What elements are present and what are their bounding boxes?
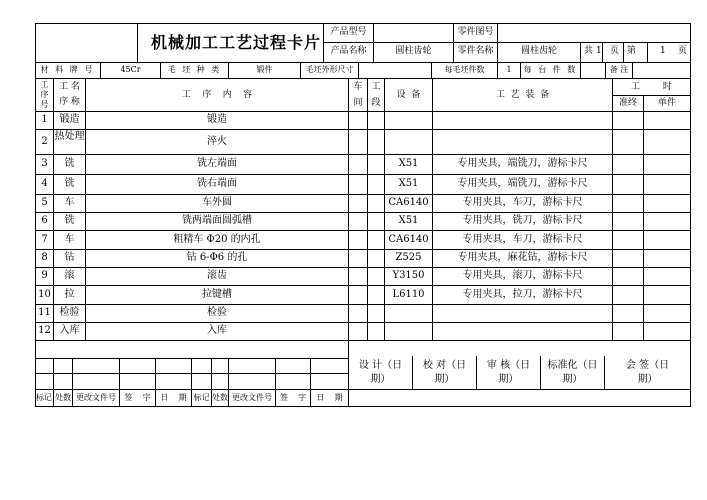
review-label-2: 期） [498,374,519,385]
op-no: 7 [41,234,48,245]
op-no: 6 [41,215,48,226]
per-blank-value: 1 [506,65,512,74]
material-grade-value: 45Cr [120,65,141,74]
op-equipment: X51 [398,215,419,226]
page-unit-2: 页 [678,46,688,56]
op-no: 12 [38,325,51,336]
countersign-label: 会 签（日 [625,360,670,371]
op-no: 9 [41,270,48,281]
op-content: 铣两端面圆弧槽 [182,215,252,226]
product-name-label: 产品名称 [330,46,367,56]
op-tooling: 专用夹具，铣刀，游标卡尺 [462,215,583,226]
rev-count: 处数 [212,393,228,402]
op-tooling: 专用夹具，端铣刀，游标卡尺 [457,158,588,169]
part-name-label: 零件名称 [457,46,494,56]
total-label: 共 [584,46,594,56]
col-name-1: 工 名 [59,82,80,92]
product-model-label: 产品型号 [330,27,367,37]
rev-count: 处数 [55,393,71,402]
rev-date: 日 期 [160,393,187,402]
op-content: 淬火 [207,136,227,147]
col-seq-3: 号 [40,100,49,109]
op-equipment: X51 [398,178,419,189]
per-unit-label: 每 台 件 数 [523,65,578,74]
op-equipment: X51 [398,158,419,169]
remark-label: 备 注 [609,65,629,74]
check-label: 校 对（日 [422,360,467,371]
op-name: 拉 [64,289,75,300]
op-content: 锻造 [207,114,227,125]
rev-doc-no: 更改文件号 [76,393,116,402]
op-content: 铣右端面 [197,178,237,189]
col-workshop-2: 间 [353,98,363,108]
per-blank-label: 每毛坯件数 [444,65,485,74]
check-label-2: 期） [434,374,455,385]
op-content: 铣左端面 [197,158,237,169]
page-no: 1 [660,46,666,56]
op-equipment: CA6140 [388,197,429,208]
page-label: 第 [627,46,637,56]
rev-doc-no: 更改文件号 [232,393,272,402]
review-label: 审 核（日 [486,360,531,371]
op-name: 入库 [59,325,80,336]
op-name: 滚 [64,270,75,281]
op-no: 5 [41,197,48,208]
op-tooling: 专用夹具，滚刀，游标卡尺 [462,270,583,281]
blank-type-label: 毛 坯 种 类 [167,65,222,74]
part-name-value: 圆柱齿轮 [520,46,557,56]
op-content: 粗精车 Φ20 的内孔 [173,234,261,245]
op-name: 检验 [59,307,80,318]
op-no: 8 [41,252,48,263]
rev-mark: 标记 [36,393,52,402]
op-content: 检验 [207,307,227,318]
op-name: 车 [64,234,75,245]
op-no: 3 [41,158,48,169]
col-seq-2: 序 [40,90,49,99]
col-time-unit: 单件 [657,98,676,108]
card-title: 机械加工工艺过程卡片 [151,33,322,52]
op-content: 钻 6-Φ6 的孔 [186,252,248,263]
col-tooling: 工 艺 装 备 [495,90,550,100]
op-no: 2 [41,136,48,147]
material-grade-label: 材 料 牌 号 [40,65,95,74]
op-name: 铣 [64,178,75,189]
standardization-label-2: 期） [562,374,583,385]
col-name-2: 序 称 [59,97,80,107]
design-label-2: 期） [370,374,391,385]
col-equipment: 设 备 [396,90,421,100]
page-unit-1: 页 [610,46,620,56]
op-name: 车 [64,197,75,208]
op-name: 热处理 [54,131,85,142]
op-name: 锻造 [59,114,80,125]
blank-size-label: 毛坯外形尺寸 [305,65,354,74]
op-tooling: 专用夹具，车刀，游标卡尺 [462,197,583,208]
rev-date: 日 期 [316,393,343,402]
op-no: 11 [38,307,51,318]
op-content: 车外圆 [202,197,232,208]
total-pages: 1 [596,46,602,56]
col-content: 工 序 内 容 [181,90,253,100]
op-tooling: 专用夹具，麻花钻，游标卡尺 [457,252,588,263]
col-time-quota: 准终 [618,98,637,108]
op-no: 4 [41,178,48,189]
op-tooling: 专用夹具，端铣刀，游标卡尺 [457,178,588,189]
op-equipment: CA6140 [388,234,429,245]
countersign-label-2: 期） [637,374,658,385]
rev-signature: 签 字 [279,393,307,402]
op-tooling: 专用夹具，拉刀，游标卡尺 [462,289,583,300]
rev-signature: 签 字 [124,393,151,402]
op-content: 拉键槽 [202,289,232,300]
op-no: 1 [41,114,48,125]
op-no: 10 [38,289,51,300]
op-content: 滚齿 [207,270,227,281]
rev-mark: 标记 [193,393,210,402]
standardization-label: 标准化（日 [547,360,598,371]
product-name-value: 圆柱齿轮 [395,46,432,56]
op-equipment: Z525 [395,252,422,263]
col-section-2: 段 [371,98,381,108]
op-name: 铣 [64,215,75,226]
op-equipment: Y3150 [392,270,425,281]
op-tooling: 专用夹具，车刀，游标卡尺 [462,234,583,245]
col-workshop-1: 车 [353,82,363,92]
design-label: 设 计（日 [358,360,403,371]
op-content: 入库 [207,325,227,336]
part-drawing-no-label: 零件图号 [457,27,494,37]
col-time: 工 时 [631,82,672,92]
op-equipment: L6110 [392,289,425,300]
col-seq-1: 工 [40,80,49,89]
op-name: 钻 [64,252,75,263]
col-section-1: 工 [371,82,381,92]
op-name: 铣 [64,158,75,169]
blank-type-value: 锻件 [256,65,273,74]
